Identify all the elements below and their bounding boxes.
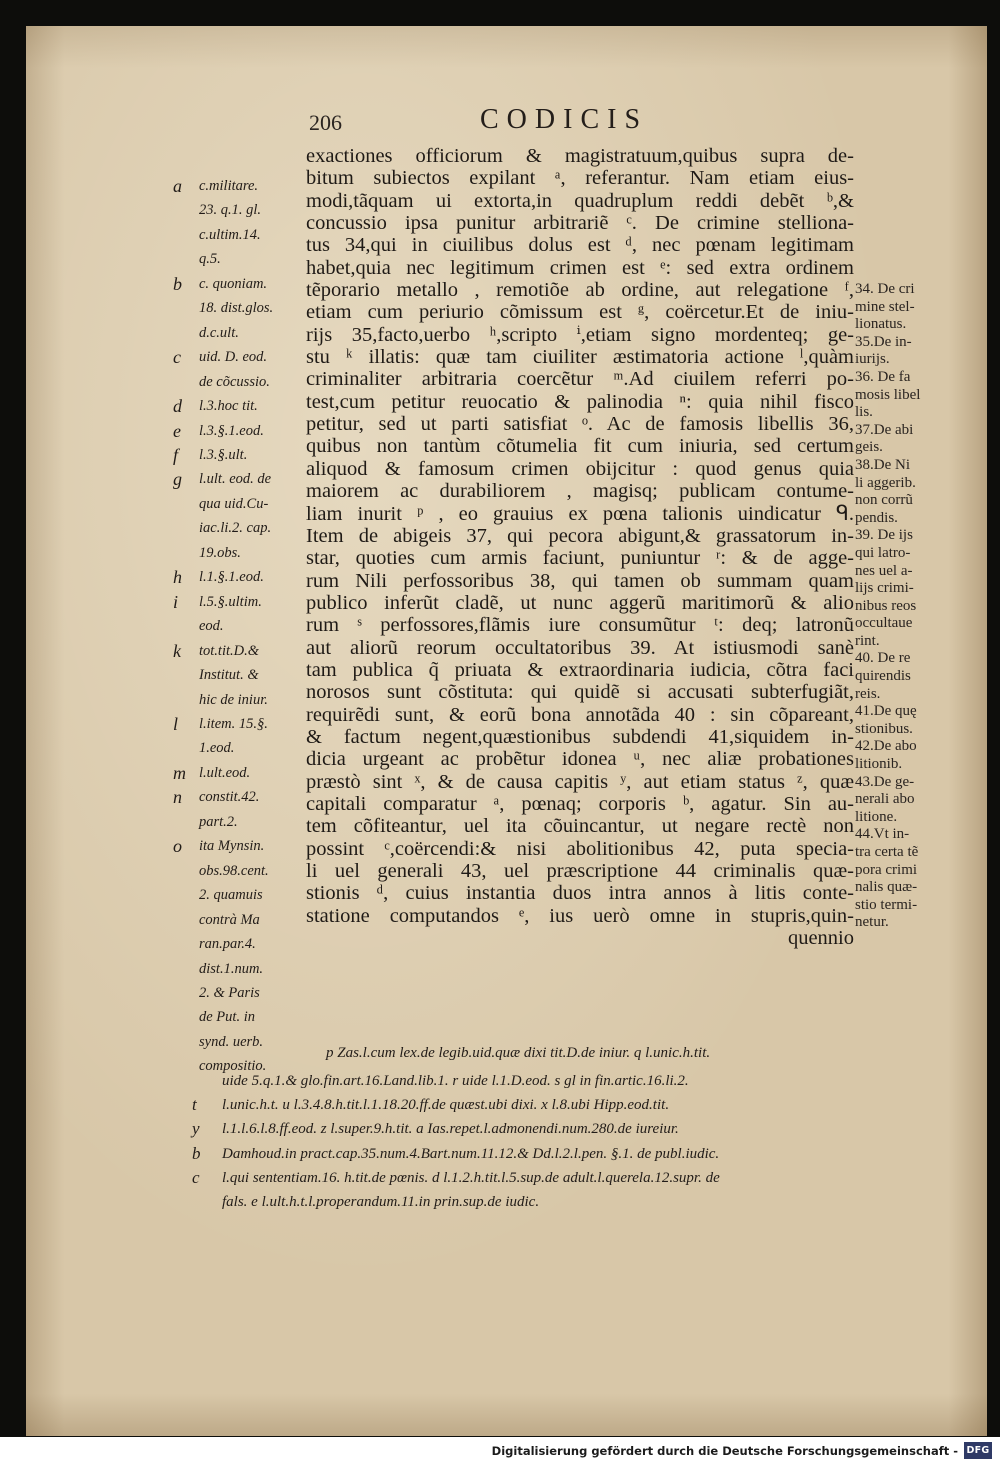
- text-line: test,cum petitur reuocatio & palinodia ⁿ: quia nihil fisco: [306, 390, 854, 413]
- running-head: CODICIS: [480, 104, 649, 135]
- side-note-line: qui latro-: [855, 544, 911, 561]
- note-gloss: l.item. 15.§.: [199, 715, 268, 732]
- side-note-line: nes uel a-: [855, 562, 913, 579]
- right-margin-notes: [855, 281, 965, 932]
- side-note-line: stionibus.: [855, 720, 913, 737]
- note-gloss: compositio.: [199, 1058, 267, 1075]
- note-gloss: dist.1.num.: [199, 960, 264, 977]
- credit-bar: [0, 1437, 1000, 1465]
- left-note-line: [174, 908, 314, 932]
- note-gloss: l.3.§.1.eod.: [199, 422, 264, 439]
- side-note-line: quirendis: [855, 668, 911, 685]
- note-marker: b: [173, 273, 182, 294]
- note-gloss: 2. quamuis: [199, 887, 263, 904]
- side-note-line: pora crimi: [855, 861, 918, 878]
- left-note-line: [174, 541, 314, 565]
- left-note-line: [174, 1005, 314, 1029]
- note-gloss: 18. dist.glos.: [199, 300, 274, 317]
- note-gloss: 2. & Paris: [199, 984, 260, 1001]
- footnote-text: l.unic.h.t. u l.3.4.8.h.tit.l.1.18.20.ff.de quæst.ubi dixi. x l.8.ubi Hipp.eod.tit.: [222, 1097, 670, 1114]
- footnote-text: uide 5.q.1.& glo.fin.art.16.Land.lib.1. r uide l.1.D.eod. s gl in fin.artic.16.li.2.: [222, 1073, 689, 1089]
- note-gloss: ita Mynsin.: [199, 838, 265, 855]
- text-line: etiam cum periurio cõmissum est ᵍ, coërcetur.Et de iniu-: [306, 301, 854, 324]
- note-gloss: constit.42.: [199, 789, 260, 806]
- note-marker: i: [173, 591, 179, 612]
- footnote-line: [192, 1093, 872, 1117]
- page-number: 206: [309, 110, 342, 135]
- side-note-line: lionatus.: [855, 316, 907, 333]
- book-page: [26, 26, 987, 1436]
- side-note-line: li aggerib.: [855, 474, 916, 491]
- footnote-text: l.qui sententiam.16. h.tit.de pœnis. d l.1.2.h.tit.l.5.sup.de adult.l.querela.12.supr. de: [222, 1169, 720, 1186]
- text-line: præstò sint ˣ, & de causa capitis ʸ, aut etiam status ᶻ, quæ: [306, 770, 854, 793]
- side-note-line: pendis.: [855, 509, 898, 526]
- side-note-line: rint.: [855, 632, 880, 649]
- side-note-line: litionib.: [855, 756, 903, 773]
- side-note-line: 38.De Ni: [855, 456, 910, 473]
- side-note-line: occultaue: [855, 615, 913, 632]
- text-line: requirẽdi sunt, & eorũ bona annotãda 40 : sin cõpareant,: [306, 703, 854, 726]
- text-line: quennio: [787, 927, 854, 950]
- left-note-line: [174, 736, 314, 760]
- side-note-line: 37.De abi: [855, 421, 914, 438]
- note-gloss: obs.98.cent.: [199, 862, 269, 879]
- side-note-line: 39. De ijs: [855, 527, 913, 544]
- text-line: aliquod & famosum crimen obijcitur : quod genus quia: [306, 457, 854, 480]
- note-gloss: c.ultim.14.: [199, 226, 261, 243]
- side-note-line: litione.: [855, 808, 898, 825]
- note-gloss: 23. q.1. gl.: [199, 202, 262, 219]
- note-gloss: de cõcussio.: [199, 373, 270, 390]
- left-note-line: [174, 272, 314, 296]
- note-gloss: l.3.§.ult.: [199, 446, 248, 463]
- left-note-line: [174, 296, 314, 320]
- side-note-line: 40. De re: [855, 650, 911, 667]
- side-note-line: mosis libel: [855, 386, 921, 403]
- note-gloss: ran.par.4.: [199, 936, 256, 953]
- note-gloss: de Put. in: [199, 1009, 255, 1026]
- text-line: stu ᵏ illatis: quæ tam ciuiliter æstimatoria actione ˡ,quàm: [306, 346, 854, 369]
- text-line: star, quoties cum armis faciunt, puniuntur ʳ: & de agge-: [306, 547, 854, 570]
- left-note-line: [174, 883, 314, 907]
- left-note-line: [174, 981, 314, 1005]
- text-line: habet,quia nec legitimum crimen est ᵉ: sed extra ordinem: [306, 256, 854, 279]
- text-line: norosos sunt cõstituta: qui quidẽ si accusati subterfugiãt,: [306, 681, 854, 704]
- text-line: liam inurit ᵖ , eo grauius ex pœna talionis uindicatur ᑫ.: [306, 502, 854, 525]
- text-line: & factum negent,quæstionibus subdendi 41,siquidem in-: [306, 725, 854, 748]
- side-note-line: mine stel-: [855, 298, 915, 315]
- dfg-logo: DFG: [964, 1442, 992, 1459]
- note-gloss: d.c.ult.: [199, 324, 239, 341]
- credit-text: Digitalisierung gefördert durch die Deutsche Forschungsgemeinschaft -: [491, 1444, 958, 1458]
- note-marker: n: [173, 787, 182, 808]
- left-note-line: [174, 639, 314, 663]
- page-header: [26, 104, 987, 150]
- footnote-text: fals. e l.ult.h.t.l.properandum.11.in prin.sup.de iudic.: [222, 1194, 540, 1211]
- footnote-marker: y: [192, 1119, 200, 1139]
- text-line: rijs 35,facto,uerbo ʰ,scripto ⁱ,etiam signo mordenteq; ge-: [306, 323, 854, 346]
- left-note-line: [174, 247, 314, 271]
- left-margin-notes: [174, 174, 314, 1079]
- left-note-line: [174, 590, 314, 614]
- side-note-line: nerali abo: [855, 791, 915, 808]
- footnote-line: [192, 1142, 872, 1166]
- side-note-line: 44.Vt in-: [855, 826, 910, 843]
- note-marker: f: [173, 444, 179, 465]
- text-line: statione computandos ᵉ, ius uerò omne in stupris,quin-: [306, 904, 854, 927]
- note-gloss: c. quoniam.: [199, 275, 268, 292]
- note-gloss: part.2.: [199, 813, 238, 830]
- side-note-line: non corrũ: [855, 492, 913, 509]
- note-gloss: eod.: [199, 618, 224, 635]
- side-note-line: 34. De cri: [855, 281, 915, 297]
- side-note-line: netur.: [855, 914, 889, 931]
- text-line: tam publica q̃ priuata & extraordinaria iudicia, cõtra faci: [306, 658, 854, 681]
- left-note-line: [174, 516, 314, 540]
- left-note-line: [174, 370, 314, 394]
- left-note-line: [174, 223, 314, 247]
- text-line: li uel generali 43, uel præscriptione 44 criminalis quæ-: [306, 860, 854, 882]
- left-note-line: [174, 492, 314, 516]
- text-line: stionis ᵈ, cuius instantia duos intra annos à litis conte-: [306, 882, 854, 905]
- note-marker: k: [173, 640, 181, 661]
- side-note-line: nalis quæ-: [855, 879, 918, 896]
- text-line: tem cõfiteantur, uel ita cõuincantur, ut negare rectè non: [306, 815, 854, 838]
- note-gloss: synd. uerb.: [199, 1033, 264, 1050]
- note-gloss: q.5.: [199, 251, 221, 268]
- text-line: dicia urgeant ac probẽtur idonea ᵘ, nec aliæ probationes: [306, 748, 854, 771]
- left-note-line: [174, 419, 314, 443]
- side-note-line: reis.: [855, 685, 881, 702]
- note-gloss: qua uid.Cu-: [199, 495, 269, 512]
- note-gloss: l.5.§.ultim.: [199, 593, 262, 610]
- note-gloss: Institut. &: [199, 667, 259, 684]
- footnote-marker: b: [192, 1143, 201, 1163]
- footnote-line: [192, 1117, 872, 1141]
- left-note-line: [174, 957, 314, 981]
- footnote-top-line: p Zas.l.cum lex.de legib.uid.quæ dixi tit.D.de iniur. q l.unic.h.tit.: [326, 1045, 711, 1061]
- left-note-line: [174, 443, 314, 467]
- text-line: modi,tãquam ui extorta,in quadruplum reddi debẽt ᵇ,&: [306, 189, 854, 212]
- left-note-line: [174, 810, 314, 834]
- text-line: concussio ipsa punitur arbitrariẽ ᶜ. De crimine stelliona-: [306, 212, 854, 235]
- text-line: quibus non tantùm cõtumelia fit cum iniuria, sed certum: [306, 435, 854, 458]
- left-note-line: [174, 565, 314, 589]
- side-note-line: 41.De quę: [855, 703, 917, 720]
- left-note-line: [174, 688, 314, 712]
- note-gloss: iac.li.2. cap.: [199, 520, 272, 537]
- text-line: publico inferũt cladẽ, ut nunc aggerũ maritimorũ & alio: [306, 591, 854, 614]
- text-line: petitur, sed ut parti satisfiat ᵒ. Ac de famosis libellis 36,: [306, 413, 854, 436]
- side-note-line: nibus reos: [855, 597, 917, 614]
- side-note-line: 42.De abo: [855, 738, 917, 755]
- note-gloss: l.3.hoc tit.: [199, 398, 258, 415]
- footnote-marker: c: [192, 1167, 200, 1187]
- text-line: rum ˢ perfossores,flãmis iure consumũtur ᵗ: deq; latronũ: [306, 614, 854, 637]
- side-note-line: stio termi-: [855, 896, 918, 913]
- note-gloss: c.militare.: [199, 178, 259, 194]
- note-gloss: uid. D. eod.: [199, 349, 268, 366]
- note-marker: g: [173, 469, 182, 490]
- left-note-line: [174, 859, 314, 883]
- side-note-line: lis.: [855, 404, 873, 421]
- note-marker: c: [173, 347, 181, 368]
- note-marker: l: [173, 713, 179, 734]
- text-line: exactiones officiorum & magistratuum,quibus supra de-: [306, 145, 854, 167]
- note-gloss: hic de iniur.: [199, 691, 268, 708]
- text-line: aut aliorũ reorum occultatoribus 39. At istiusmodi sanè: [306, 636, 854, 659]
- text-line: rum Nili perfossoribus 38, qui tamen ob summam quam: [306, 569, 854, 592]
- text-line: tẽporario metallo , remotiõe ab ordine, aut relegatione ᶠ,: [306, 279, 854, 302]
- left-note-line: [174, 321, 314, 345]
- text-line: maiorem ac durabiliorem , magisq; publicam contume-: [306, 480, 854, 503]
- left-note-line: [174, 345, 314, 369]
- text-line: possint ᶜ,coërcendi:& nisi abolitionibus 42, puta specia-: [306, 837, 854, 860]
- note-gloss: contrà Ma: [199, 911, 260, 928]
- left-note-line: [174, 761, 314, 785]
- note-marker: m: [173, 762, 186, 783]
- left-note-line: [174, 663, 314, 687]
- left-note-line: [174, 834, 314, 858]
- side-note-line: tra certa tẽ: [855, 844, 919, 860]
- side-note-line: lijs crimi-: [855, 580, 914, 597]
- left-note-line: [174, 712, 314, 736]
- left-note-line: [174, 932, 314, 956]
- left-note-line: [174, 1030, 314, 1054]
- footnote-line: [192, 1190, 872, 1214]
- note-marker: a: [173, 176, 182, 196]
- text-line: tus 34,qui in ciuilibus dolus est ᵈ, nec pœnam legitimam: [306, 234, 854, 257]
- main-text-block: [306, 145, 854, 949]
- note-marker: e: [173, 420, 181, 441]
- text-line: criminaliter arbitraria coercẽtur ᵐ.Ad ciuilem referri po-: [306, 368, 854, 391]
- left-note-line: [174, 174, 314, 198]
- side-note-line: iurijs.: [855, 351, 890, 368]
- text-line: bitum subiectos expilant ᵃ, referantur. Nam etiam eius-: [306, 167, 854, 190]
- footnote-marker: t: [192, 1095, 197, 1115]
- text-line: Item de abigeis 37, qui pecora abigunt,& grassatorum in-: [306, 524, 854, 547]
- note-gloss: l.1.§.1.eod.: [199, 569, 264, 586]
- footnote-text: Damhoud.in pract.cap.35.num.4.Bart.num.11.12.& Dd.l.2.l.pen. §.1. de publ.iudic.: [222, 1145, 720, 1162]
- left-note-line: [174, 614, 314, 638]
- left-note-line: [174, 785, 314, 809]
- footnote-text: l.1.l.6.l.8.ff.eod. z l.super.9.h.tit. a Ias.repet.l.admonendi.num.280.de iureiur.: [222, 1121, 679, 1138]
- note-marker: d: [173, 396, 182, 417]
- footnote-line: [192, 1166, 872, 1190]
- left-note-line: [174, 394, 314, 418]
- note-marker: h: [173, 567, 182, 588]
- note-gloss: l.ult.eod.: [199, 764, 251, 781]
- note-marker: o: [173, 836, 182, 857]
- footnote-line: [192, 1069, 872, 1093]
- note-gloss: 1.eod.: [199, 740, 235, 757]
- note-gloss: l.ult. eod. de: [199, 471, 272, 488]
- footnotes: [192, 1069, 872, 1214]
- left-note-line: [174, 467, 314, 491]
- note-gloss: 19.obs.: [199, 544, 241, 561]
- side-note-line: geis.: [855, 439, 883, 456]
- side-note-line: 43.De ge-: [855, 773, 915, 790]
- left-note-line: [174, 198, 314, 222]
- text-line: capitali comparatur ᵃ, pœnaq; corporis ᵇ, agatur. Sin au-: [306, 792, 854, 815]
- note-gloss: tot.tit.D.&: [199, 642, 260, 659]
- side-note-line: 36. De fa: [855, 368, 911, 385]
- side-note-line: 35.De in-: [855, 333, 912, 350]
